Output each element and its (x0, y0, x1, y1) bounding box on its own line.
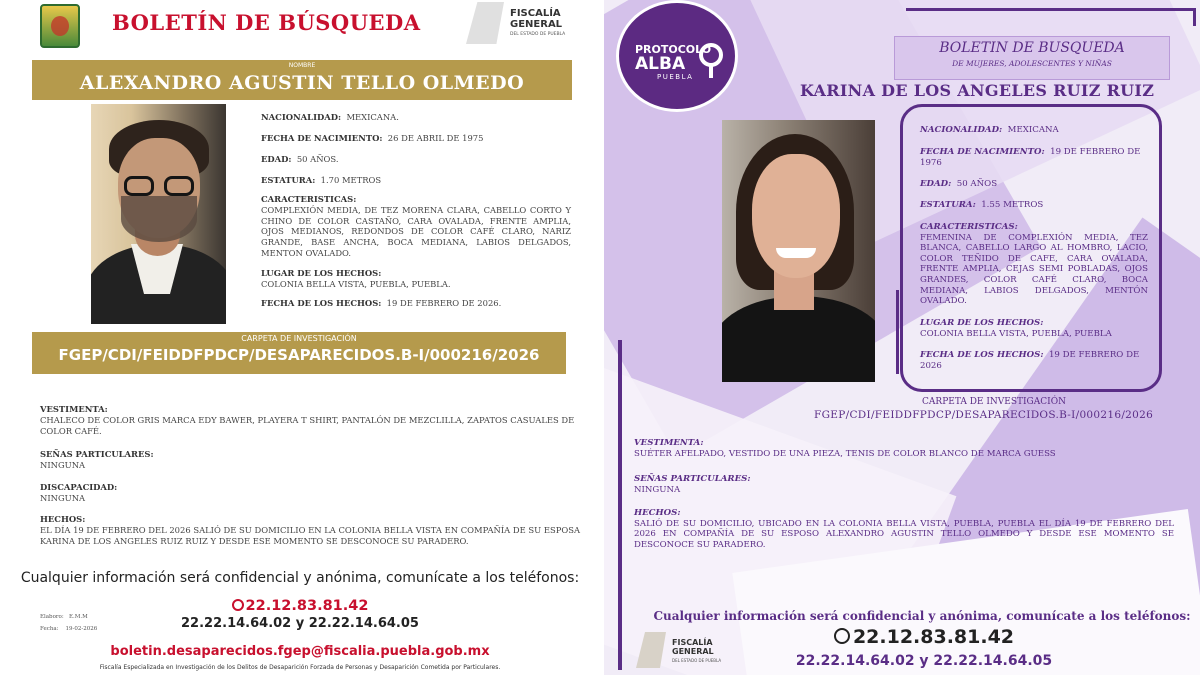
right-hechos: HECHOS: SALIÓ DE SU DOMICILIO, UBICADO EN LA COLONIA BELLA VISTA, PUEBLA, PUEBLA EL DÍA 19 DE FEBRERO DEL 2026 EN COMPAÑÍA DE SU ESPOSO ALEXANDRO AGUSTIN TELLO OLMEDO Y DESDE ESE MOMENTO SE DESCONOCE SU PARADERO. (634, 508, 1174, 550)
right-logo-line1: FISCALÍA GENERAL (672, 638, 714, 656)
left-caracteristicas: CARACTERISTICAS: COMPLEXIÓN MEDIA, DE TEZ MORENA CLARA, CABELLO CORTO Y CHINO DE COLOR CASTAÑO, CARA OVALADA, FRENTE AMPLIA, OJOS MEDIANOS, REDONDOS DE COLOR CAFÉ CLARO, NARIZ GRANDE, BASE ANCHA, BOCA MEDIANA, LABIOS DELGADOS, MENTON OVALADO. (261, 194, 571, 258)
right-logo-line2: DEL ESTADO DE PUEBLA (672, 658, 722, 663)
badge-line2: ALBA (635, 54, 686, 74)
right-caracteristicas: CARACTERISTICAS: FEMENINA DE COMPLEXIÓN MEDIA, TEZ BLANCA, CABELLO LARGO AL HOMBRO, LACIO, COLOR TEÑIDO DE CAFE, CARA OVALADA, FRENTE AMPLIA, CEJAS SEMI POBLADAS, OJOS GRANDES, COLOR CAFÉ CLARO, BOCA MEDIANA, LABIOS DELGADOS, MENTÓN OVALADO. (920, 222, 1148, 307)
right-estatura: ESTATURA: 1.55 METROS (920, 200, 1044, 210)
left-hechos: HECHOS: EL DÍA 19 DE FEBRERO DEL 2026 SALIÓ DE SU DOMICILIO EN LA COLONIA BELLA VISTA EN COMPAÑÍA DE SU ESPOSA KARINA DE LOS ANGELES RUIZ RUIZ Y DESDE ESE MOMENTO SE DESCONOCE SU PARADERO. (40, 514, 580, 546)
left-carpeta-label: CARPETA DE INVESTIGACIÓN (241, 334, 357, 343)
whatsapp-icon (834, 628, 850, 644)
right-carpeta-value: FGEP/CDI/FEIDDFPDCP/DESAPARECIDOS.B-I/000216/2026 (814, 409, 1154, 421)
left-carpeta-bar (32, 332, 566, 374)
left-fecha-hechos: FECHA DE LOS HECHOS: 19 DE FEBRERO DE 2026. (261, 298, 502, 308)
left-title: BOLETÍN DE BÚSQUEDA (112, 10, 421, 35)
left-name-bar (32, 60, 572, 100)
right-senas: SEÑAS PARTICULARES: NINGUNA (634, 474, 751, 495)
right-person-name: KARINA DE LOS ANGELES RUIZ RUIZ (800, 81, 1155, 100)
fiscalia-logo-icon (466, 2, 504, 44)
left-carpeta-value: FGEP/CDI/FEIDDFPDCP/DESAPARECIDOS.B-I/000216/2026 (58, 346, 540, 364)
right-phone-secondary[interactable]: 22.22.14.64.02 y 22.22.14.64.05 (795, 653, 1053, 669)
left-name-label: NOMBRE (288, 62, 316, 69)
state-seal-icon (40, 4, 80, 48)
right-carpeta-label: CARPETA DE INVESTIGACIÓN (922, 397, 1066, 407)
right-fiscalia-logo (636, 632, 746, 670)
whatsapp-icon (232, 599, 244, 611)
left-lugar-hechos: LUGAR DE LOS HECHOS: COLONIA BELLA VISTA, PUEBLA, PUEBLA. (261, 268, 451, 289)
left-fecha-nacimiento: FECHA DE NACIMIENTO: 26 DE ABRIL DE 1975 (261, 133, 484, 143)
badge-line1: PROTOCOLO (635, 43, 712, 56)
right-phone-primary[interactable]: 22.12.83.81.42 (804, 626, 1044, 648)
fiscalia-logo (466, 2, 596, 46)
right-vestimenta: VESTIMENTA: SUÉTER AFELPADO, VESTIDO DE UNA PIEZA, TENIS DE COLOR BLANCO DE MARCA GUESS (634, 438, 1056, 459)
left-person-photo (91, 104, 226, 324)
left-phone-primary[interactable]: 22.12.83.81.42 (0, 598, 600, 614)
right-nacionalidad: NACIONALIDAD: MEXICANA (920, 125, 1059, 135)
fiscalia-logo-line1: FISCALÍA GENERAL (510, 8, 563, 30)
left-person-name: ALEXANDRO AGUSTIN TELLO OLMEDO (79, 72, 525, 94)
female-symbol-icon (699, 43, 723, 67)
badge-line3: PUEBLA (657, 73, 694, 81)
right-fecha-nacimiento: FECHA DE NACIMIENTO: 19 DE FEBRERO DE 1976 (920, 147, 1141, 168)
decorative-frame (906, 8, 1196, 26)
right-edad: EDAD: 50 AÑOS (920, 179, 998, 189)
fiscalia-logo-line2: DEL ESTADO DE PUEBLA (510, 32, 566, 37)
decorative-line (896, 290, 899, 374)
left-contact-text: Cualquier información será confidencial y anónima, comunícate a los teléfonos: (20, 570, 580, 586)
left-estatura: ESTATURA: 1.70 METROS (261, 175, 382, 185)
protocolo-alba-badge-icon (616, 0, 738, 112)
right-person-photo (722, 120, 875, 382)
left-elaboro: Elaboro: E.M.M (40, 614, 88, 620)
right-subtitle: DE MUJERES, ADOLESCENTES Y NIÑAS (952, 59, 1112, 68)
right-title: BOLETIN DE BUSQUEDA (939, 40, 1125, 56)
fiscalia-logo-icon (636, 632, 666, 668)
left-footer: Fiscalía Especializada en Investigación de los Delitos de Desaparición Forzada de Personas y Desaparición Cometida por Particulares. (99, 664, 501, 671)
left-phone-secondary[interactable]: 22.22.14.64.02 y 22.22.14.64.05 (181, 616, 419, 631)
right-bulletin (604, 0, 1200, 675)
left-discapacidad: DISCAPACIDAD: NINGUNA (40, 482, 118, 503)
left-edad: EDAD: 50 AÑOS. (261, 154, 339, 164)
left-fecha: Fecha: 19-02-2026 (40, 626, 98, 632)
right-fecha-hechos: FECHA DE LOS HECHOS: 19 DE FEBRERO DE 2026 (920, 350, 1140, 371)
right-header-box (894, 36, 1170, 80)
right-contact-text: Cualquier información será confidencial y anónima, comunícate a los teléfonos: (653, 609, 1191, 623)
right-lugar-hechos: LUGAR DE LOS HECHOS: COLONIA BELLA VISTA, PUEBLA, PUEBLA (920, 318, 1112, 339)
decorative-line (618, 340, 622, 670)
left-vestimenta: VESTIMENTA: CHALECO DE COLOR GRIS MARCA EDY BAWER, PLAYERA T SHIRT, PANTALÓN DE MEZCLILLA, ZAPATOS CASUALES DE COLOR CAFÉ. (40, 404, 575, 436)
left-nacionalidad: NACIONALIDAD: MEXICANA. (261, 112, 399, 122)
left-senas: SEÑAS PARTICULARES: NINGUNA (40, 449, 154, 470)
left-email[interactable]: boletin.desaparecidos.fgep@fiscalia.puebla.gob.mx (110, 644, 490, 659)
